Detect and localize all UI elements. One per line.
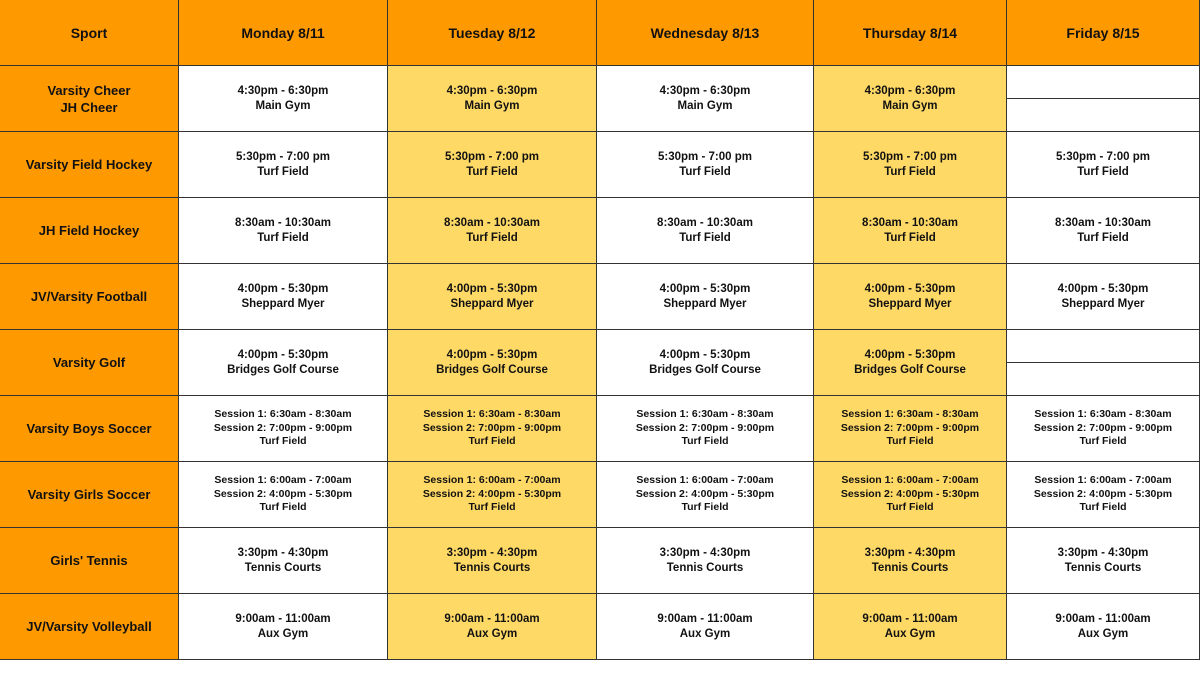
header-day (388, 0, 597, 66)
schedule-cell (597, 132, 814, 198)
bottom-margin (0, 660, 1200, 674)
cell-time: Session 1: 6:00am - 7:00am (841, 474, 979, 487)
sport-name-cell (0, 396, 179, 462)
cell-time: 5:30pm - 7:00 pm (445, 150, 539, 163)
sport-name: Varsity Boys Soccer (26, 421, 152, 436)
schedule-cell (179, 198, 388, 264)
cell-time: 8:30am - 10:30am (235, 216, 331, 229)
cell-location: Aux Gym (257, 627, 309, 640)
cell-location: Turf Field (1077, 231, 1129, 244)
schedule-cell (814, 330, 1007, 396)
schedule-cell (597, 462, 814, 528)
cell-time: 5:30pm - 7:00 pm (863, 150, 957, 163)
cell-location: Sheppard Myer (450, 297, 534, 310)
sport-name: JH Field Hockey (38, 223, 140, 238)
sport-name-cell (0, 330, 179, 396)
sport-name: Varsity Girls Soccer (27, 487, 151, 502)
cell-time: 8:30am - 10:30am (657, 216, 753, 229)
cell-location: Tennis Courts (1064, 561, 1142, 574)
schedule-cell (814, 132, 1007, 198)
cell-location: Turf Field (257, 165, 309, 178)
schedule-cell (597, 528, 814, 594)
schedule-cell (179, 462, 388, 528)
cell-location: Turf Field (679, 165, 731, 178)
cell-location: Turf Field (259, 435, 307, 448)
cell-location: Turf Field (466, 165, 518, 178)
cell-time: 9:00am - 11:00am (862, 612, 958, 625)
schedule-cell (597, 594, 814, 660)
cell-time: Session 1: 6:30am - 8:30am (214, 408, 352, 421)
cell-time: 4:00pm - 5:30pm (1057, 282, 1149, 295)
header-day (597, 0, 814, 66)
sport-name: JV/Varsity Volleyball (26, 619, 152, 634)
schedule-cell (814, 264, 1007, 330)
schedule-cell (814, 462, 1007, 528)
cell-location: Turf Field (1079, 435, 1127, 448)
cell-time: 4:30pm - 6:30pm (864, 84, 956, 97)
schedule-cell (1007, 396, 1200, 462)
cell-time: 4:30pm - 6:30pm (659, 84, 751, 97)
empty-cell-bottom (1007, 363, 1199, 396)
cell-time: Session 1: 6:30am - 8:30am (423, 408, 561, 421)
schedule-cell (179, 396, 388, 462)
cell-time: 4:30pm - 6:30pm (237, 84, 329, 97)
cell-time: 4:00pm - 5:30pm (446, 348, 538, 361)
schedule-cell (597, 330, 814, 396)
cell-time: 3:30pm - 4:30pm (659, 546, 751, 559)
cell-location: Turf Field (466, 231, 518, 244)
cell-time: 3:30pm - 4:30pm (1057, 546, 1149, 559)
cell-location: Aux Gym (466, 627, 518, 640)
cell-location: Turf Field (468, 501, 516, 514)
schedule-cell (1007, 264, 1200, 330)
cell-time: Session 2: 4:00pm - 5:30pm (1033, 487, 1173, 500)
cell-location: Bridges Golf Course (649, 363, 761, 376)
cell-time: 8:30am - 10:30am (862, 216, 958, 229)
cell-location: Tennis Courts (453, 561, 531, 574)
cell-location: Bridges Golf Course (854, 363, 966, 376)
schedule-cell (814, 198, 1007, 264)
cell-time: 4:30pm - 6:30pm (446, 84, 538, 97)
schedule-cell (1007, 198, 1200, 264)
cell-time: 8:30am - 10:30am (1055, 216, 1151, 229)
cell-location: Turf Field (886, 435, 934, 448)
cell-location: Sheppard Myer (241, 297, 325, 310)
cell-time: 8:30am - 10:30am (444, 216, 540, 229)
cell-location: Turf Field (1079, 501, 1127, 514)
schedule-cell (597, 396, 814, 462)
sport-name: Varsity Golf (52, 355, 126, 370)
schedule-cell (814, 66, 1007, 132)
cell-location: Aux Gym (884, 627, 936, 640)
schedule-cell (814, 594, 1007, 660)
schedule-cell (388, 396, 597, 462)
header-day (1007, 0, 1200, 66)
cell-time: 9:00am - 11:00am (1055, 612, 1151, 625)
header-day-label: Thursday 8/14 (862, 24, 958, 41)
schedule-cell (179, 132, 388, 198)
cell-time: Session 1: 6:00am - 7:00am (214, 474, 352, 487)
schedule-cell (179, 264, 388, 330)
cell-time: 4:00pm - 5:30pm (237, 348, 329, 361)
cell-time: 9:00am - 11:00am (444, 612, 540, 625)
schedule-cell (179, 528, 388, 594)
cell-time: Session 1: 6:00am - 7:00am (423, 474, 561, 487)
cell-location: Turf Field (1077, 165, 1129, 178)
cell-time: 4:00pm - 5:30pm (446, 282, 538, 295)
cell-time: Session 1: 6:30am - 8:30am (1034, 408, 1172, 421)
cell-time: 9:00am - 11:00am (657, 612, 753, 625)
cell-time: Session 2: 7:00pm - 9:00pm (422, 421, 562, 434)
schedule-cell (388, 132, 597, 198)
cell-location: Aux Gym (1077, 627, 1129, 640)
cell-time: Session 2: 4:00pm - 5:30pm (635, 487, 775, 500)
cell-location: Turf Field (681, 435, 729, 448)
header-day (179, 0, 388, 66)
cell-location: Main Gym (464, 99, 520, 112)
cell-location: Tennis Courts (244, 561, 322, 574)
cell-time: Session 2: 7:00pm - 9:00pm (635, 421, 775, 434)
sport-name-cell (0, 198, 179, 264)
cell-location: Main Gym (882, 99, 938, 112)
sport-name-cell (0, 594, 179, 660)
cell-location: Main Gym (255, 99, 311, 112)
schedule-cell (1007, 132, 1200, 198)
sport-name-cell (0, 462, 179, 528)
sport-name-cell (0, 264, 179, 330)
cell-location: Turf Field (884, 231, 936, 244)
header-sport-label: Sport (70, 24, 108, 41)
cell-location: Bridges Golf Course (227, 363, 339, 376)
cell-time: 4:00pm - 5:30pm (659, 282, 751, 295)
cell-time: 3:30pm - 4:30pm (446, 546, 538, 559)
schedule-cell (179, 66, 388, 132)
sport-name-cell (0, 66, 179, 132)
cell-location: Turf Field (257, 231, 309, 244)
schedule-cell (388, 528, 597, 594)
header-day-label: Friday 8/15 (1066, 24, 1140, 41)
cell-time: Session 1: 6:30am - 8:30am (841, 408, 979, 421)
cell-location: Turf Field (679, 231, 731, 244)
cell-time: Session 2: 7:00pm - 9:00pm (1033, 421, 1173, 434)
cell-time: 9:00am - 11:00am (235, 612, 331, 625)
cell-location: Main Gym (677, 99, 733, 112)
schedule-cell (1007, 462, 1200, 528)
schedule-cell (814, 528, 1007, 594)
cell-location: Sheppard Myer (868, 297, 952, 310)
header-day-label: Tuesday 8/12 (448, 24, 536, 41)
cell-time: Session 1: 6:00am - 7:00am (1034, 474, 1172, 487)
cell-location: Sheppard Myer (663, 297, 747, 310)
header-sport (0, 0, 179, 66)
sport-name: JV/Varsity Football (30, 289, 148, 304)
cell-time: Session 1: 6:00am - 7:00am (636, 474, 774, 487)
sport-name: Varsity Cheer (47, 82, 131, 98)
cell-time: 3:30pm - 4:30pm (237, 546, 329, 559)
cell-time: Session 2: 7:00pm - 9:00pm (213, 421, 353, 434)
sport-name: JH Cheer (60, 99, 118, 115)
cell-time: 5:30pm - 7:00 pm (658, 150, 752, 163)
header-day-label: Wednesday 8/13 (650, 24, 760, 41)
cell-time: Session 2: 7:00pm - 9:00pm (840, 421, 980, 434)
cell-location: Turf Field (886, 501, 934, 514)
schedule-cell (597, 264, 814, 330)
schedule-cell (388, 264, 597, 330)
cell-location: Tennis Courts (871, 561, 949, 574)
empty-cell (1007, 330, 1200, 396)
schedule-cell (388, 594, 597, 660)
cell-time: Session 2: 4:00pm - 5:30pm (213, 487, 353, 500)
cell-time: Session 1: 6:30am - 8:30am (636, 408, 774, 421)
cell-time: 3:30pm - 4:30pm (864, 546, 956, 559)
cell-time: 4:00pm - 5:30pm (659, 348, 751, 361)
cell-location: Turf Field (884, 165, 936, 178)
cell-time: Session 2: 4:00pm - 5:30pm (422, 487, 562, 500)
schedule-cell (597, 198, 814, 264)
cell-location: Turf Field (468, 435, 516, 448)
header-day-label: Monday 8/11 (241, 24, 325, 41)
schedule-cell (814, 396, 1007, 462)
cell-location: Aux Gym (679, 627, 731, 640)
cell-time: 4:00pm - 5:30pm (864, 282, 956, 295)
schedule-cell (388, 330, 597, 396)
schedule-cell (388, 66, 597, 132)
empty-cell-top (1007, 66, 1199, 99)
schedule-cell (179, 330, 388, 396)
cell-time: 4:00pm - 5:30pm (864, 348, 956, 361)
cell-location: Turf Field (259, 501, 307, 514)
schedule-cell (179, 594, 388, 660)
cell-location: Turf Field (681, 501, 729, 514)
empty-cell-top (1007, 330, 1199, 363)
cell-location: Bridges Golf Course (436, 363, 548, 376)
empty-cell-bottom (1007, 99, 1199, 132)
cell-time: 5:30pm - 7:00 pm (236, 150, 330, 163)
schedule-cell (1007, 528, 1200, 594)
sport-name-cell (0, 528, 179, 594)
cell-time: 5:30pm - 7:00 pm (1056, 150, 1150, 163)
cell-location: Tennis Courts (666, 561, 744, 574)
sport-name: Varsity Field Hockey (25, 157, 153, 172)
header-day (814, 0, 1007, 66)
cell-location: Sheppard Myer (1061, 297, 1145, 310)
empty-cell (1007, 66, 1200, 132)
schedule-cell (1007, 594, 1200, 660)
cell-time: 4:00pm - 5:30pm (237, 282, 329, 295)
cell-time: Session 2: 4:00pm - 5:30pm (840, 487, 980, 500)
schedule-cell (597, 66, 814, 132)
sport-name-cell (0, 132, 179, 198)
schedule-cell (388, 198, 597, 264)
schedule-cell (388, 462, 597, 528)
sport-name: Girls' Tennis (50, 553, 128, 568)
